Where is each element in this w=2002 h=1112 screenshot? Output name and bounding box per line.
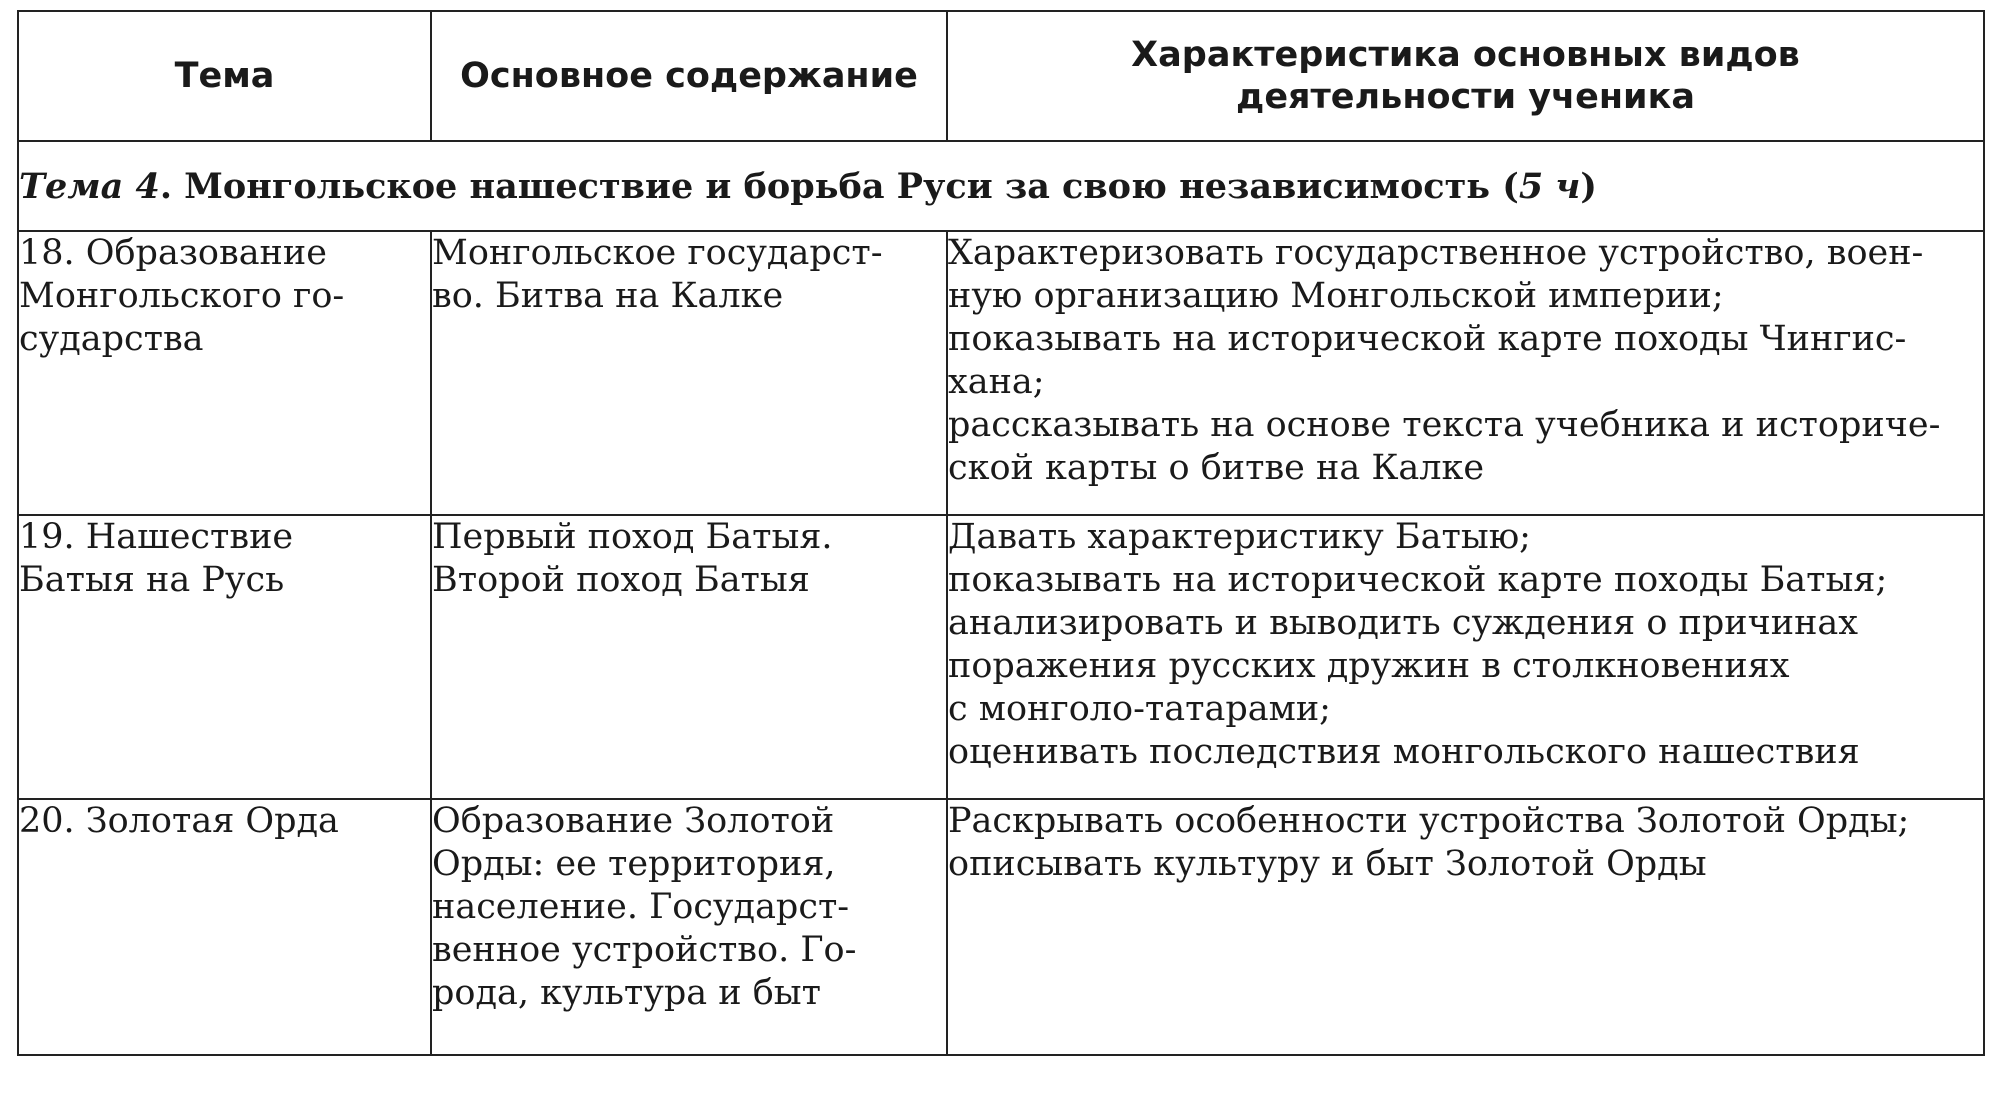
- content-line: Образование Золотой: [432, 801, 835, 841]
- header-topic-text: Тема: [174, 56, 275, 96]
- table-row: [18, 515, 1984, 799]
- topic-line: 20. Золотая Орда: [19, 801, 339, 841]
- activities-line: ской карты о битве на Калке: [948, 448, 1485, 488]
- content-line: население. Государст-: [432, 887, 850, 927]
- activities-line: показывать на исторической карте походы Чингис-: [948, 319, 1907, 359]
- activities-line: Раскрывать особенности устройства Золотой Орды;: [948, 801, 1910, 841]
- content-cell: [431, 799, 947, 1055]
- activities-cell: [947, 799, 1984, 1055]
- topic-cell: [18, 231, 431, 515]
- topic-line: 18. Образование: [19, 233, 327, 273]
- header-activities-line-2: деятельности ученика: [1236, 77, 1695, 117]
- topic-line: 19. Нашествие: [19, 517, 294, 557]
- activities-line: с монголо-татарами;: [948, 689, 1331, 729]
- topic-line: Батыя на Русь: [19, 560, 285, 600]
- header-content: [431, 11, 947, 141]
- curriculum-table: [17, 10, 1985, 1056]
- topic-cell: [18, 515, 431, 799]
- section-lead: Тема 4: [19, 165, 160, 207]
- activities-line: рассказывать на основе текста учебника и историче-: [948, 405, 1941, 445]
- topic-cell: [18, 799, 431, 1055]
- activities-cell: [947, 231, 1984, 515]
- content-line: Орды: ее территория,: [432, 844, 836, 884]
- section-title: [18, 141, 1984, 231]
- section-row: [18, 141, 1984, 231]
- header-row: [18, 11, 1984, 141]
- activities-line: Давать характеристику Батыю;: [948, 517, 1531, 557]
- activities-cell: [947, 515, 1984, 799]
- section-title-text: Монгольское нашествие и борьба Руси за свою независимость (: [172, 165, 1519, 207]
- section-hours: 5 ч: [1518, 165, 1581, 207]
- content-line: Второй поход Батыя: [432, 560, 810, 600]
- section-close: ): [1580, 165, 1597, 207]
- table-row: [18, 231, 1984, 515]
- activities-line: показывать на исторической карте походы Батыя;: [948, 560, 1888, 600]
- section-dot: .: [159, 165, 172, 207]
- activities-line: хана;: [948, 362, 1045, 402]
- content-line: во. Битва на Калке: [432, 276, 784, 316]
- topic-line: Монгольского го-: [19, 276, 345, 316]
- header-content-text: Основное содержание: [460, 56, 918, 96]
- content-line: Монгольское государст-: [432, 233, 883, 273]
- activities-line: поражения русских дружин в столкновениях: [948, 646, 1790, 686]
- content-line: венное устройство. Го-: [432, 930, 857, 970]
- content-cell: [431, 231, 947, 515]
- table-row: [18, 799, 1984, 1055]
- header-activities: [947, 11, 1984, 141]
- activities-line: Характеризовать государственное устройство, воен-: [948, 233, 1924, 273]
- topic-line: сударства: [19, 319, 204, 359]
- content-line: Первый поход Батыя.: [432, 517, 833, 557]
- activities-line: описывать культуру и быт Золотой Орды: [948, 844, 1707, 884]
- activities-line: оценивать последствия монгольского нашествия: [948, 732, 1860, 772]
- header-topic: [18, 11, 431, 141]
- activities-line: анализировать и выводить суждения о причинах: [948, 603, 1859, 643]
- activities-line: ную организацию Монгольской империи;: [948, 276, 1724, 316]
- content-cell: [431, 515, 947, 799]
- header-activities-line-1: Характеристика основных видов: [1131, 35, 1800, 75]
- content-line: рода, культура и быт: [432, 973, 821, 1013]
